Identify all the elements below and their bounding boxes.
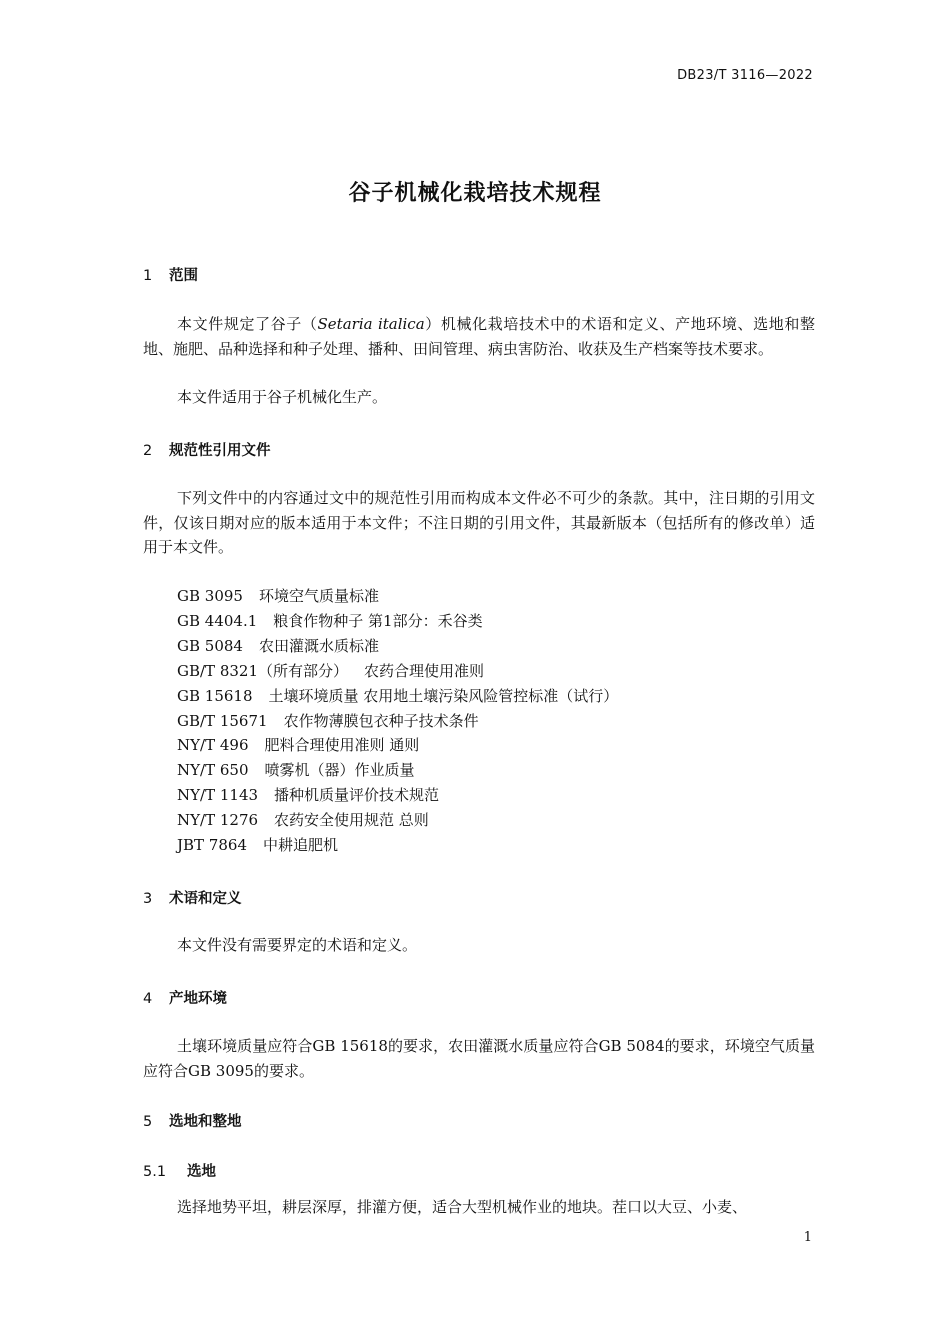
reference-item: GB 3095 环境空气质量标准 (177, 587, 379, 605)
section-number: 4 (143, 991, 153, 1007)
section-1-heading (143, 264, 198, 285)
section-number: 5.1 (143, 1164, 167, 1180)
section-number: 3 (143, 891, 153, 907)
section-4-heading (143, 987, 227, 1008)
section-4-paragraph-1: 土壤环境质量应符合GB 15618的要求，农田灌溉水质量应符合GB 5084的要求，环境空气质量应符合GB 3095的要求。 (143, 1037, 815, 1080)
section-3-heading (143, 887, 242, 908)
subsection-5-1-paragraph-1: 选择地势平坦，耕层深厚，排灌方便，适合大型机械作业的地块。茬口以大豆、小麦、 (177, 1198, 748, 1216)
section-title: 产地环境 (169, 991, 227, 1007)
section-5-heading (143, 1110, 242, 1131)
section-title: 规范性引用文件 (169, 443, 271, 459)
reference-item: NY/T 496 肥料合理使用准则 通则 (177, 736, 420, 755)
section-1-paragraph-1: 本文件规定了谷子（Setaria italica）机械化栽培技术中的术语和定义、产地环境、选地和整地、施肥、品种选择和种子处理、播种、田间管理、病虫害防治、收获及生产档案等技术要求。 (143, 315, 815, 358)
section-number: 1 (143, 268, 153, 284)
section-2-heading (143, 439, 271, 460)
reference-item: GB 4404.1 粮食作物种子 第1部分：禾谷类 (177, 611, 483, 630)
section-number: 2 (143, 443, 153, 459)
normative-reference-list (177, 584, 618, 858)
section-number: 5 (143, 1114, 153, 1130)
page-title: 谷子机械化栽培技术规程 (348, 181, 602, 206)
reference-item: NY/T 650 喷雾机（器）作业质量 (177, 761, 415, 780)
reference-item: GB 15618 土壤环境质量 农用地土壤污染风险管控标准（试行） (177, 686, 619, 705)
section-1-paragraph-2: 本文件适用于谷子机械化生产。 (177, 388, 388, 406)
section-2-paragraph-1: 下列文件中的内容通过文中的规范性引用而构成本文件必不可少的条款。其中，注日期的引用文件，仅该日期对应的版本适用于本文件；不注日期的引用文件，其最新版本（包括所有的修改单）适用于本文件。 (143, 489, 815, 556)
document-code: DB23/T 3116—2022 (677, 68, 813, 83)
section-title: 范围 (169, 268, 198, 284)
page-number: 1 (803, 1230, 812, 1245)
section-3-paragraph-1: 本文件没有需要界定的术语和定义。 (177, 936, 418, 954)
reference-item: GB 5084 农田灌溉水质标准 (177, 636, 379, 655)
reference-item: GB/T 15671 农作物薄膜包衣种子技术条件 (177, 711, 479, 730)
reference-item: GB/T 8321（所有部分） 农药合理使用准则 (177, 661, 485, 680)
reference-item: NY/T 1143 播种机质量评价技术规范 (177, 786, 440, 805)
section-title: 选地和整地 (169, 1114, 242, 1130)
section-title: 术语和定义 (169, 891, 242, 907)
section-title: 选地 (187, 1164, 216, 1180)
subsection-5-1-heading (143, 1160, 216, 1181)
reference-item: JBT 7864 中耕追肥机 (177, 836, 338, 855)
reference-item: NY/T 1276 农药安全使用规范 总则 (177, 811, 429, 830)
